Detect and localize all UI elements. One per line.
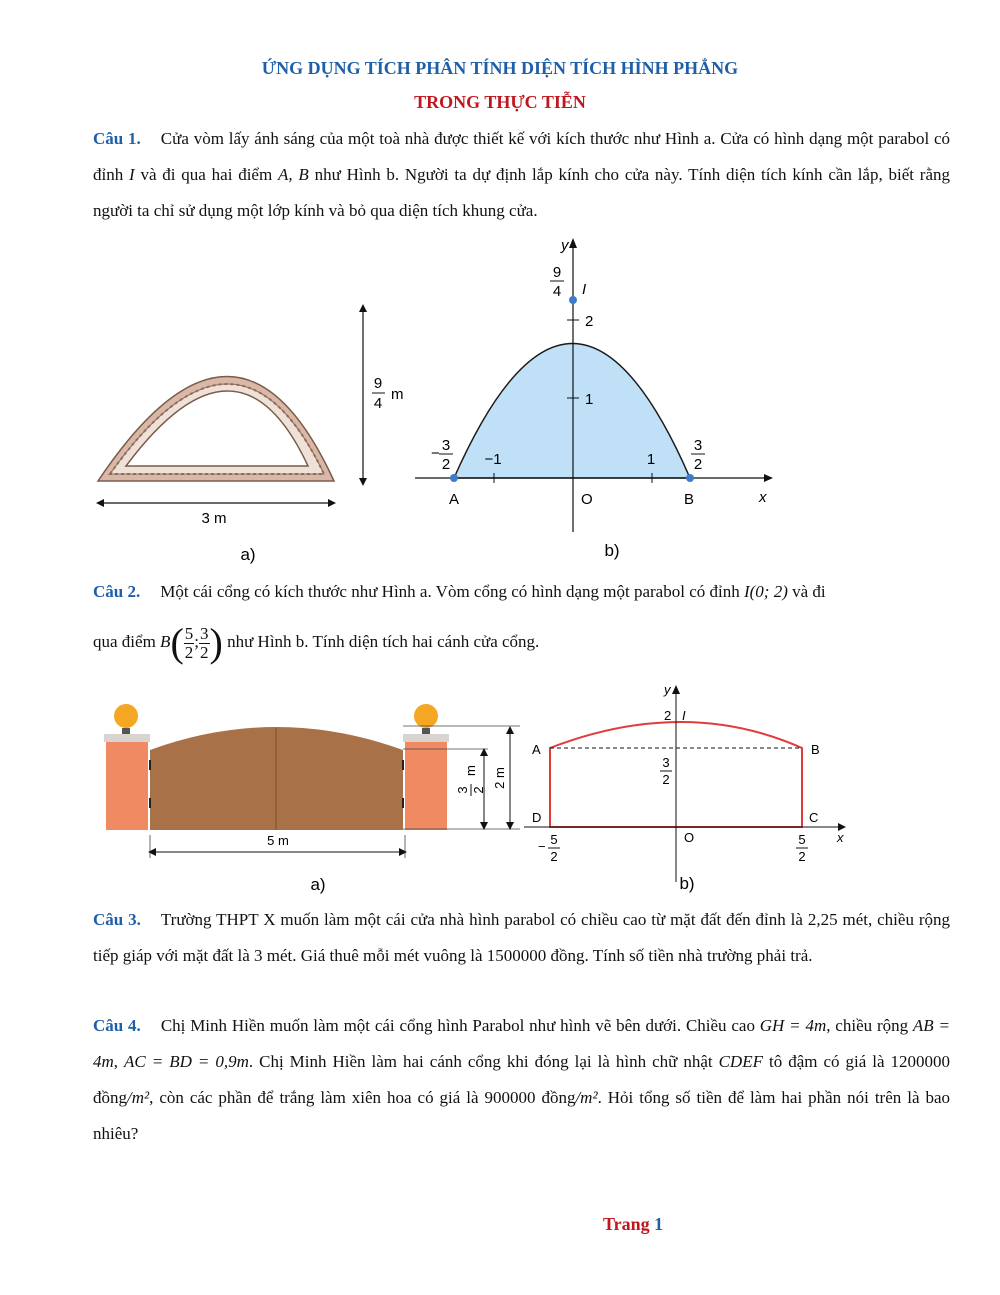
q1-math-1: I	[129, 165, 135, 184]
left-num-2: 5	[550, 832, 558, 847]
doc-title-line2: TRONG THỰC TIỄN	[414, 92, 586, 112]
q2-math-1: I(0; 2)	[743, 582, 788, 601]
q4-math-4: CDEF	[718, 1052, 763, 1071]
top-num: 9	[552, 264, 562, 281]
width-label-2: 5 m	[267, 833, 289, 848]
q3-text: Trường THPT X muốn làm một cái cửa nhà hình parabol có chiều cao từ mặt đất đến đỉnh là 2,25 mét, chiều rộng tiếp giáp với mặt đất là 3 mét. Giá thuê mỗi mét vuông là 1500000 đồng. Tính số tiền nhà trường phải trả.	[93, 910, 950, 965]
question-2-line2	[93, 620, 950, 665]
q1-math-2: A, B	[277, 165, 309, 184]
h1-den: 2	[471, 786, 486, 794]
label-c-2: C	[809, 810, 819, 825]
right-pillar-cap	[403, 734, 449, 742]
left-lamp-base	[122, 728, 130, 734]
question-3	[93, 902, 950, 974]
label-b-2: B	[811, 742, 820, 757]
q2-frac-1-num: 5	[184, 623, 194, 643]
height-num: 9	[373, 375, 383, 392]
q1-label: Câu 1.	[93, 129, 141, 148]
q2-paren-open: (	[170, 620, 184, 666]
right-num: 3	[693, 437, 703, 454]
x-label: x	[759, 489, 767, 506]
q4-text-1: Chị Minh Hiền muốn làm một cái cổng hình Parabol như hình vẽ bên dưới. Chiều cao	[160, 1016, 760, 1035]
q4-math-3: AC = BD = 0,9m	[124, 1052, 249, 1071]
label-i-2: I	[682, 708, 686, 723]
q4-text-4: . Chị Minh Hiền làm hai cánh cổng khi đóng lại là hình chữ nhật	[248, 1052, 719, 1071]
label-i: I	[582, 281, 587, 298]
y-axis-2-arrow	[672, 685, 680, 694]
q4-text-5: tô đậm có giá là 1200000 đồng	[93, 1052, 951, 1107]
left-den: 2	[441, 456, 451, 473]
tick-label-2: 2	[585, 313, 594, 330]
label-o-2: O	[684, 830, 695, 845]
figure-2b	[524, 682, 864, 894]
y-label: y	[561, 237, 569, 254]
left-sign: −	[431, 445, 440, 462]
height-den: 4	[373, 395, 383, 412]
tick-label-minus-1: −1	[484, 451, 502, 468]
question-2	[93, 574, 950, 610]
figure-1b-caption: b)	[604, 541, 620, 560]
label-a: A	[449, 491, 460, 508]
x-axis-arrow	[764, 474, 773, 482]
q3-label: Câu 3.	[93, 910, 141, 929]
label-a-2: A	[532, 742, 541, 757]
q2-text-2: và đi	[787, 582, 826, 601]
q2-frac-1	[184, 625, 195, 662]
y-label-2: y	[664, 682, 671, 697]
q4-math-2: AB = 4m	[93, 1016, 950, 1071]
q2-text-4: như Hình b. Tính diện tích hai cánh cửa cổng.	[222, 632, 540, 651]
doc-title-line1: ỨNG DỤNG TÍCH PHÂN TÍNH DIỆN TÍCH HÌNH PHẲNG	[261, 58, 739, 78]
right-den-2: 2	[798, 849, 806, 864]
figure-1a	[88, 298, 408, 568]
tick-label-2b: 2	[664, 708, 672, 723]
q4-text-6: , còn các phần để trắng làm xiên hoa có giá là 900000 đồng	[149, 1088, 576, 1107]
top-den: 4	[552, 283, 562, 300]
tick-label-plus-1: 1	[646, 451, 656, 468]
q1-text-3: như Hình b. Người ta dự định lắp kính cho cửa này. Tính diện tích kính cần lắp, biết rằng người ta chỉ sử dụng một lớp kính và bỏ qua diện tích khung cửa.	[93, 165, 950, 220]
q2-frac-1-den: 2	[184, 642, 194, 662]
point-i	[569, 296, 577, 304]
point-b	[686, 474, 694, 482]
h1-num: 3	[455, 786, 470, 794]
right-lamp-base	[422, 728, 430, 734]
left-den-2: 2	[550, 849, 558, 864]
h2-label: 2 m	[492, 767, 507, 789]
q4-math-6: /m²	[575, 1088, 598, 1107]
q4-text-3: ,	[113, 1052, 125, 1071]
label-o: O	[581, 491, 593, 508]
q2-frac-2	[199, 625, 210, 662]
q2-sep: ;	[194, 632, 199, 651]
h1-unit: m	[463, 765, 478, 776]
left-lamp	[114, 704, 138, 728]
q4-text-7: . Hỏi tổng số tiền để làm hai phần nói trên là bao nhiêu?	[93, 1088, 950, 1143]
q2-label: Câu 2.	[93, 582, 141, 601]
left-pillar	[106, 742, 148, 830]
q2-text-1: Một cái cổng có kích thước như Hình a. Vòm cổng có hình dạng một parabol có đỉnh	[160, 582, 744, 601]
right-lamp	[414, 704, 438, 728]
figure-2a	[98, 700, 528, 900]
q4-math-1: GH = 4m	[759, 1016, 827, 1035]
figure-2b-caption: b)	[679, 874, 695, 893]
q4-math-5: /m²	[127, 1088, 150, 1107]
left-pillar-cap	[104, 734, 150, 742]
label-b: B	[684, 491, 695, 508]
mid-den: 2	[662, 772, 670, 787]
left-sign-2: −	[538, 839, 546, 854]
q2-paren-close: )	[209, 620, 223, 666]
question-1	[93, 121, 950, 229]
height-unit: m	[391, 386, 404, 403]
label-d-2: D	[532, 810, 542, 825]
tick-label-1: 1	[585, 391, 594, 408]
q1-text-2: và đi qua hai điểm	[134, 165, 278, 184]
right-den: 2	[693, 456, 703, 473]
left-num: 3	[441, 437, 451, 454]
q4-text-2: , chiều rộng	[826, 1016, 913, 1035]
y-axis-arrow	[569, 238, 577, 248]
page-number: 1	[654, 1214, 664, 1234]
q4-label: Câu 4.	[93, 1016, 141, 1035]
q2-math-2: B	[160, 632, 171, 651]
page-footer	[603, 1214, 663, 1235]
point-a	[450, 474, 458, 482]
question-4	[93, 1008, 950, 1152]
footer-label: Trang	[603, 1214, 650, 1234]
x-label-2: x	[837, 830, 844, 845]
figure-1b	[415, 232, 795, 568]
q2-text-3: qua điểm	[93, 632, 161, 651]
width-label: 3 m	[201, 510, 227, 527]
q2-frac-2-num: 3	[200, 623, 209, 643]
right-pillar	[405, 742, 447, 830]
q1-text-1: Cửa vòm lấy ánh sáng của một toà nhà được thiết kế với kích thước như Hình a. Cửa có hình dạng một parabol có đỉnh	[93, 129, 951, 184]
right-num-2: 5	[798, 832, 806, 847]
mid-num: 3	[662, 755, 670, 770]
figure-1a-caption: a)	[240, 545, 256, 564]
q2-frac-2-den: 2	[200, 642, 209, 662]
figure-2a-caption: a)	[310, 875, 326, 894]
